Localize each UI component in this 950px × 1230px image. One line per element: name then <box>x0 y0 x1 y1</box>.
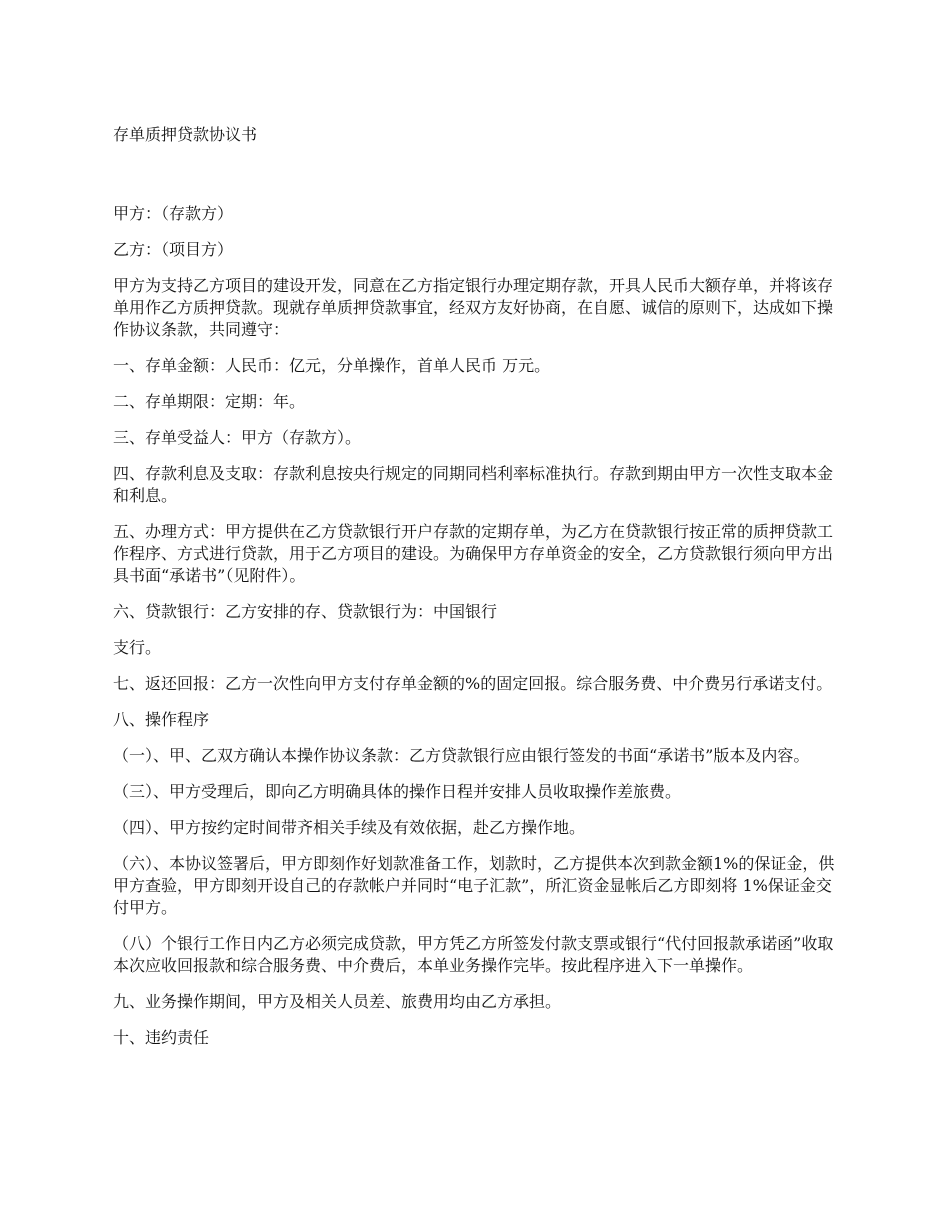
clause-3-beneficiary: 三、存单受益人：甲方（存款方）。 <box>113 428 362 447</box>
party-a-line: 甲方：（存款方） <box>113 204 234 223</box>
clause-6-branch: 支行。 <box>113 638 162 657</box>
procedure-item-3: （三）、甲方受理后，即向乙方明确具体的操作日程并安排人员收取操作差旅费。 <box>113 782 682 801</box>
clause-8-heading: 八、操作程序 <box>113 710 210 729</box>
clause-1-amount: 一、存单金额：人民币：亿元，分单操作，首单人民币 万元。 <box>113 356 551 375</box>
clause-10-heading: 十、违约责任 <box>113 1028 210 1047</box>
clause-2-term: 二、存单期限：定期：年。 <box>113 392 306 411</box>
procedure-item-1: （一）、甲、乙双方确认本操作协议条款：乙方贷款银行应由银行签发的书面“承诺书”版本及内容。 <box>113 746 810 765</box>
procedure-item-8: （八）个银行工作日内乙方必须完成贷款，甲方凭乙方所签发付款支票或银行“代付回报款承诺函”收取本次应收回报款和综合服务费、中介费后，本单业务操作完毕。按此程序进入下一单操作。 <box>113 934 834 975</box>
document-body <box>113 123 841 1063</box>
clause-7-return: 七、返还回报：乙方一次性向甲方支付存单金额的%的固定回报。综合服务费、中介费另行承诺支付。 <box>113 674 833 693</box>
clause-6-bank: 六、贷款银行：乙方安排的存、贷款银行为：中国银行 <box>113 602 498 621</box>
procedure-item-4: （四）、甲方按约定时间带齐相关手续及有效依据，赴乙方操作地。 <box>113 818 586 837</box>
clause-4-interest: 四、存款利息及支取：存款利息按央行规定的同期同档利率标准执行。存款到期由甲方一次性支取本金和利息。 <box>113 464 834 505</box>
preamble-paragraph: 甲方为支持乙方项目的建设开发，同意在乙方指定银行办理定期存款，开具人民币大额存单，并将该存单用作乙方质押贷款。现就存单质押贷款事宜，经双方友好协商，在自愿、诚信的原则下，达成如下操作协议条款，共同遵守： <box>113 276 834 339</box>
clause-5-method: 五、办理方式：甲方提供在乙方贷款银行开户存款的定期存单，为乙方在贷款银行按正常的质押贷款工作程序、方式进行贷款，用于乙方项目的建设。为确保甲方存单资金的安全，乙方贷款银行须向甲方出具书面“承诺书”（见附件）。 <box>113 522 834 585</box>
document-title: 存单质押贷款协议书 <box>113 125 258 144</box>
clause-9-expenses: 九、业务操作期间，甲方及相关人员差、旅费用均由乙方承担。 <box>113 992 562 1011</box>
procedure-item-6: （六）、本协议签署后，甲方即刻作好划款准备工作，划款时，乙方提供本次到款金额1%的保证金，供甲方查验，甲方即刻开设自己的存款帐户并同时“电子汇款”，所汇资金显帐后乙方即刻将 1%保证金交付甲方。 <box>113 854 835 917</box>
party-b-line: 乙方：（项目方） <box>113 240 234 259</box>
